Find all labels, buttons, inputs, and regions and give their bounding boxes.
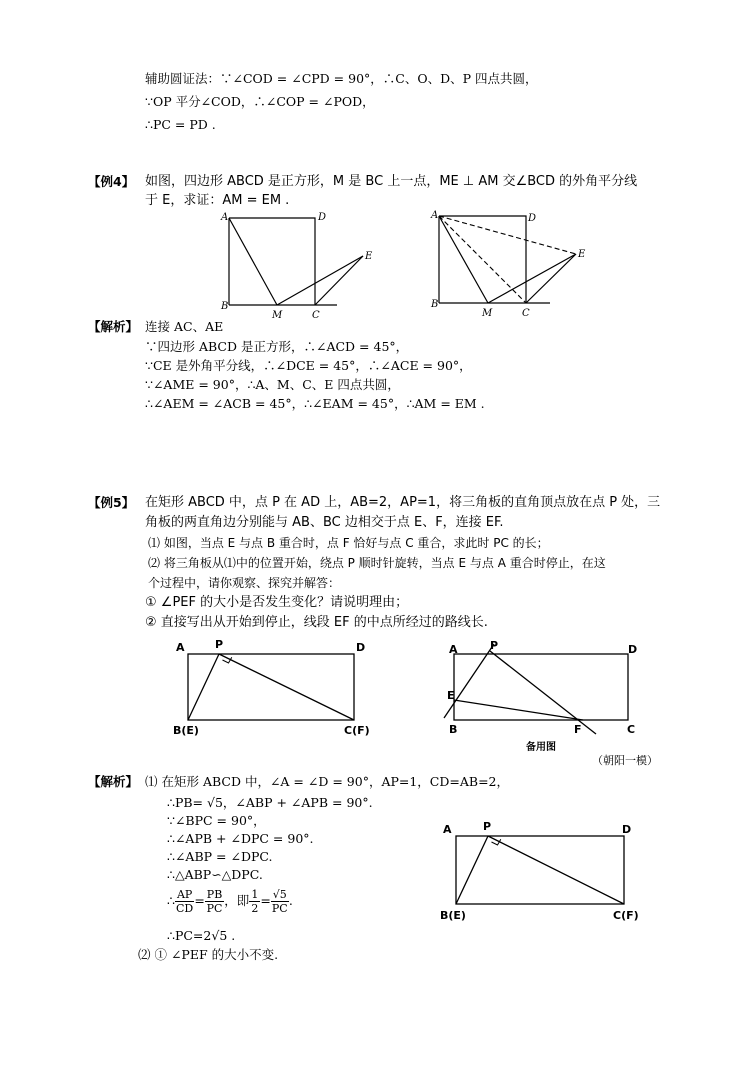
example-4-tag: 【例4】	[88, 174, 135, 189]
source-note: （朝阳一模）	[592, 754, 658, 767]
fraction-pb-pc: $\frac{PB}{PC}$	[206, 888, 223, 915]
ex4-solution-line-5: ∴∠AEM = ∠ACB = 45°，∴∠EAM = 45°，∴AM = EM .	[145, 396, 485, 411]
fig5a-label-a: A	[176, 641, 185, 654]
fig5c-label-d: D	[622, 823, 632, 836]
ex5-solution-line-6: ∴△ABP∽△DPC.	[167, 867, 263, 882]
example-5-tag: 【例5】	[88, 495, 135, 510]
fig4b-label-m: M	[482, 308, 493, 319]
example-5-problem-line-2: 角板的两直角边分别能与 AB、BC 边相交于点 E、F，连接 EF.	[145, 515, 504, 530]
ex5-solution-line-2: ∴PB= √5，∠ABP + ∠APB = 90°.	[167, 795, 373, 810]
example-5-figure-spare	[440, 638, 655, 753]
ex5-solution-line-3: ∵∠BPC = 90°，	[167, 813, 266, 828]
example-4-figure-right	[428, 208, 598, 318]
fig5b-label-c: C	[627, 723, 636, 736]
fig5c-label-be: B(E)	[440, 909, 466, 922]
fraction-root5-pc: $\frac{√5}{PC}$	[271, 888, 288, 915]
proof-line-1: 辅助圆证法：∵∠COD = ∠CPD = 90°，∴C、O、D、P 四点共圆，	[145, 71, 538, 86]
example-5-question-2d: ② 直接写出从开始到停止，线段 EF 的中点所经过的路线长.	[145, 615, 488, 630]
fig4b-label-a: A	[431, 210, 439, 221]
ex4-solution-line-3: ∵CE 是外角平分线，∴∠DCE = 45°，∴∠ACE = 90°，	[145, 358, 472, 373]
fig4a-label-c: C	[312, 310, 320, 321]
fig5a-label-p: P	[215, 638, 224, 651]
example-5-figure-solution	[438, 818, 648, 928]
fig4b-label-c: C	[522, 308, 530, 319]
fig4a-label-a: A	[221, 212, 229, 223]
fig5b-label-b: B	[449, 723, 458, 736]
proof-line-3: ∴PC = PD .	[145, 117, 216, 132]
fig5c-label-p: P	[483, 820, 492, 833]
fig4a-label-b: B	[221, 301, 229, 312]
example-5-question-2c: ① ∠PEF 的大小是否发生变化？请说明理由；	[145, 595, 409, 610]
fig5b-label-p: P	[490, 639, 499, 652]
fig4b-label-b: B	[431, 299, 439, 310]
example-4-figure-left	[215, 210, 385, 320]
fraction-ap-cd: $\frac{AP}{CD}$	[176, 888, 194, 915]
ex5-proportion-line: ∴ $\frac{AP}{CD}$ = $\frac{PB}{PC}$ ，即 $\frac{1}{2}$ = $\frac{√5}{PC}$ .	[167, 888, 293, 915]
ie-text: ，即	[224, 893, 250, 908]
proof-line-2: ∵OP 平分∠COD，∴∠COP = ∠POD，	[145, 94, 375, 109]
therefore-symbol: ∴	[167, 893, 175, 908]
fig5b-label-d: D	[628, 643, 638, 656]
fig4a-label-m: M	[272, 310, 283, 321]
ex5-solution-line-9: ⑵ ① ∠PEF 的大小不变.	[138, 947, 279, 962]
example-5-solution-tag: 【解析】	[88, 774, 139, 789]
example-5-question-1: ⑴ 如图，当点 E 与点 B 重合时，点 F 恰好与点 C 重合，求此时 PC 的长；	[148, 536, 549, 550]
ex5-solution-line-4: ∴∠APB + ∠DPC = 90°.	[167, 831, 314, 846]
fig5b-label-f: F	[574, 723, 582, 736]
fig4a-label-e: E	[365, 251, 373, 262]
fraction-1-2: $\frac{1}{2}$	[251, 888, 259, 915]
fig5c-label-a: A	[443, 823, 452, 836]
fig4a-label-d: D	[318, 212, 327, 223]
example-5-question-2: ⑵ 将三角板从⑴中的位置开始，绕点 P 顺时针旋转，当点 E 与点 A 重合时停止，在这	[148, 556, 606, 570]
example-5-problem-line-1: 在矩形 ABCD 中，点 P 在 AD 上，AB=2，AP=1，将三角板的直角顶点放在点 P 处，三	[145, 495, 661, 510]
spare-figure-caption: 备用图	[526, 742, 556, 753]
ex4-solution-line-2: ∵四边形 ABCD 是正方形，∴∠ACD = 45°，	[145, 339, 409, 354]
ex4-solution-line-1: 连接 AC、AE	[145, 319, 224, 334]
ex5-solution-line-5: ∴∠ABP = ∠DPC.	[167, 849, 273, 864]
fig5a-label-d: D	[356, 641, 366, 654]
example-5-figure-main	[170, 638, 385, 743]
fig5a-label-cf: C(F)	[344, 724, 370, 737]
example-4-problem-line-2: 于 E，求证：AM = EM .	[145, 193, 290, 208]
ex5-solution-line-1: ⑴ 在矩形 ABCD 中，∠A = ∠D = 90°，AP=1，CD=AB=2，	[145, 774, 510, 789]
fig5b-label-a: A	[449, 643, 458, 656]
example-4-problem-line-1: 如图，四边形 ABCD 是正方形，M 是 BC 上一点，ME ⊥ AM 交∠BCD 的外角平分线	[145, 174, 638, 189]
fig5b-label-e: E	[447, 689, 455, 702]
ex5-solution-line-8: ∴PC=2√5 .	[167, 928, 236, 943]
example-5-question-2b: 个过程中，请你观察、探究并解答：	[148, 576, 341, 590]
fig5a-label-be: B(E)	[173, 724, 199, 737]
example-4-solution-tag: 【解析】	[88, 319, 139, 334]
fig5c-label-cf: C(F)	[613, 909, 639, 922]
fig4b-label-d: D	[528, 213, 537, 224]
ex4-solution-line-4: ∵∠AME = 90°，∴A、M、C、E 四点共圆，	[145, 377, 400, 392]
fig4b-label-e: E	[578, 249, 586, 260]
